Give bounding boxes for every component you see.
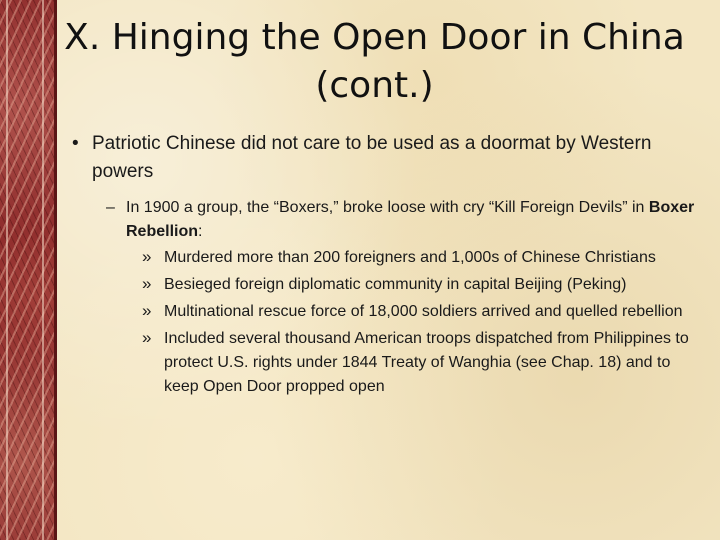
chevron-marker: » bbox=[142, 247, 152, 266]
sub-bullet-text: Included several thousand American troops dispatched from Philippines to protect U.S. rights under 1844 Treaty of Wanghia (see Chap. 18) and to keep Open Door propped open bbox=[164, 330, 689, 395]
chevron-marker: » bbox=[142, 274, 152, 293]
slide-title bbox=[62, 14, 687, 110]
bullet-level-2 bbox=[106, 196, 702, 244]
bullet-level-1 bbox=[72, 130, 702, 186]
slide-title-line-2: (cont.) bbox=[315, 65, 434, 106]
sub-bullet bbox=[142, 273, 702, 297]
bullet-text: Patriotic Chinese did not care to be used as a doormat by Western powers bbox=[92, 133, 652, 182]
side-strip-edge bbox=[54, 0, 57, 540]
side-strip-frame bbox=[6, 0, 44, 540]
bullet-text-bold: Boxer Rebellion bbox=[126, 199, 695, 240]
sub-bullet bbox=[142, 327, 702, 399]
sub-bullet bbox=[142, 246, 702, 270]
slide-title-line-1: X. Hinging the Open Door in China bbox=[64, 17, 685, 58]
bullet-text-after: : bbox=[198, 223, 203, 240]
sub-bullet-text: Multinational rescue force of 18,000 soldiers arrived and quelled rebellion bbox=[164, 303, 683, 320]
chevron-marker: » bbox=[142, 301, 152, 320]
sub-bullet-text: Besieged foreign diplomatic community in capital Beijing (Peking) bbox=[164, 276, 627, 293]
sub-bullet-text: Murdered more than 200 foreigners and 1,000s of Chinese Christians bbox=[164, 249, 656, 266]
chevron-marker: » bbox=[142, 328, 152, 347]
slide-content bbox=[72, 130, 702, 402]
sub-bullet bbox=[142, 300, 702, 324]
bullet-marker: • bbox=[72, 133, 79, 154]
dash-marker: – bbox=[106, 199, 115, 216]
bullet-text-before: In 1900 a group, the “Boxers,” broke loose with cry “Kill Foreign Devils” in bbox=[126, 199, 649, 216]
decorative-side-strip bbox=[0, 0, 54, 540]
